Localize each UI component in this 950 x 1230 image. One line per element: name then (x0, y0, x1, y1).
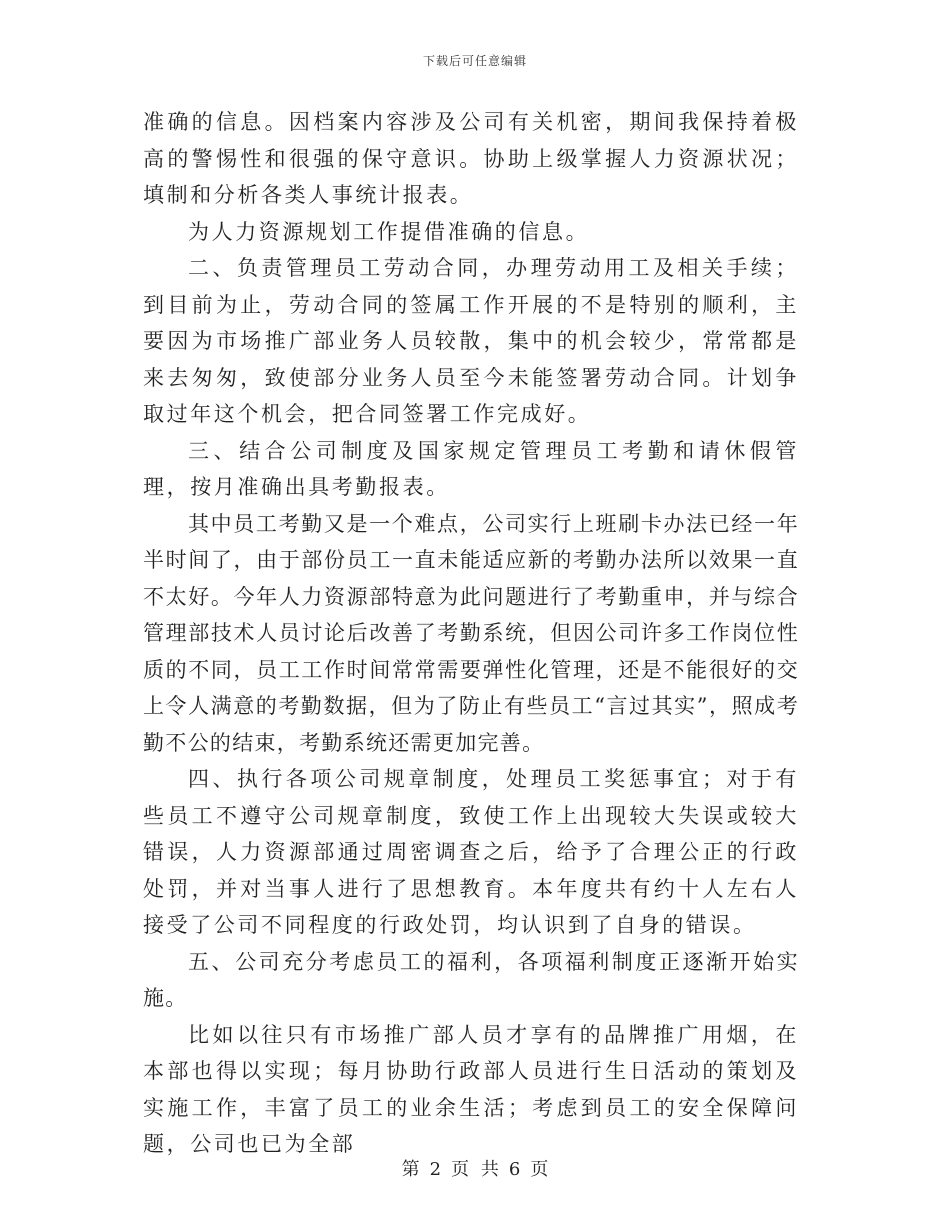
page-number: 2 (429, 1159, 442, 1180)
total-pages: 6 (508, 1159, 521, 1180)
document-body (143, 104, 799, 1163)
footer-prefix: 第 (401, 1159, 420, 1180)
paragraph-5: 其中员工考勤又是一个难点，公司实行上班刷卡办法已经一年半时间了，由于部份员工一直未能适应新的考勤办法所以效果一直不太好。今年人力资源部特意为此问题进行了考勤重申，并与综合管理部技术人员讨论后改善了考勤系统，但因公司许多工作岗位性质的不同，员工工作时间常常需要弹性化管理，还是不能很好的交上令人满意的考勤数据，但为了防止有些员工“言过其实”，照成考勤不公的结束，考勤系统还需更加完善。 (143, 511, 799, 755)
paragraph-7: 五、公司充分考虑员工的福利，各项福利制度正逐渐开始实施。 (143, 949, 799, 1010)
paragraph-4: 三、结合公司制度及国家规定管理员工考勤和请休假管理，按月准确出具考勤报表。 (143, 438, 799, 499)
header-note: 下载后可任意编辑 (422, 54, 527, 68)
paragraph-6: 四、执行各项公司规章制度，处理员工奖惩事宜；对于有些员工不遵守公司规章制度，致使工作上出现较大失误或较大错误，人力资源部通过周密调查之后，给予了合理公正的行政处罚，并对当事人进行了思想教育。本年度共有约十人左右人接受了公司不同程度的行政处罚，均认识到了自身的错误。 (143, 767, 799, 937)
page-footer (0, 1155, 950, 1181)
paragraph-8: 比如以往只有市场推广部人员才享有的品牌推广用烟，在本部也得以实现；每月协助行政部人员进行生日活动的策划及实施工作，丰富了员工的业余生活；考虑到员工的安全保障问题，公司也已为全部 (143, 1022, 799, 1156)
paragraph-2: 为人力资源规划工作提借准确的信息。 (188, 219, 590, 244)
footer-suffix: 页 (530, 1159, 549, 1180)
paragraph-1: 准确的信息。因档案内容涉及公司有关机密，期间我保持着极高的警惕性和很强的保守意识。协助上级掌握人力资源状况；填制和分析各类人事统计报表。 (143, 110, 799, 207)
footer-middle: 页 共 (451, 1159, 499, 1180)
paragraph-3: 二、负责管理员工劳动合同，办理劳动用工及相关手续；到目前为止，劳动合同的签属工作开展的不是特别的顺利，主要因为市场推广部业务人员较散，集中的机会较少，常常都是来去匆匆，致使部分业务人员至今未能签署劳动合同。计划争取过年这个机会，把合同签署工作完成好。 (143, 256, 799, 426)
